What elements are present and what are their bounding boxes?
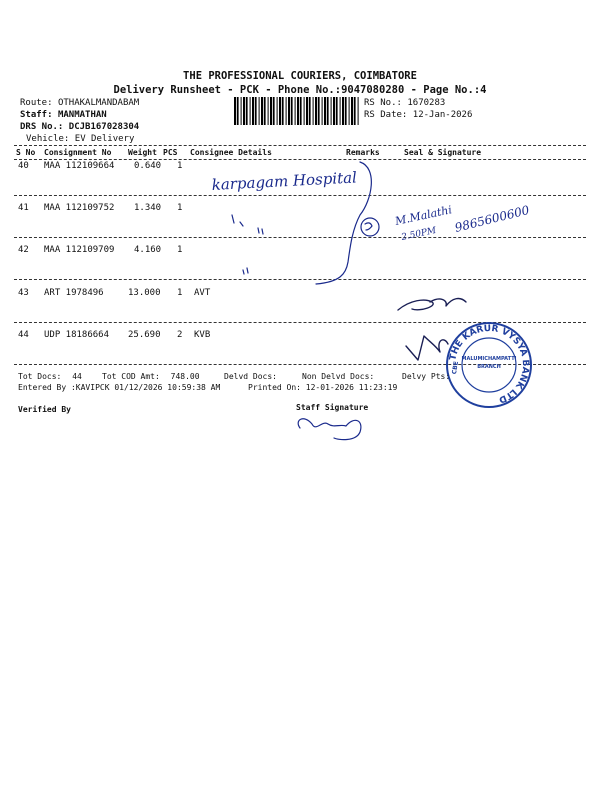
delvd-docs-label: Delvd Docs: xyxy=(224,372,277,381)
col-consignee: Consignee Details xyxy=(190,148,272,157)
verified-by-label: Verified By xyxy=(18,405,71,414)
circled-initial xyxy=(361,218,379,236)
company-title: THE PROFESSIONAL COURIERS, COIMBATORE xyxy=(183,70,417,82)
entered-by: Entered By :KAVIPCK 01/12/2026 10:59:38 AM xyxy=(18,383,221,392)
staff-label: Staff: xyxy=(20,110,53,120)
tot-cod xyxy=(102,372,200,381)
staff-signature-mark xyxy=(298,419,361,440)
row-sno: 42 xyxy=(18,245,29,255)
row-sno: 43 xyxy=(18,288,29,298)
stamp-ring-text: THE KARUR VYSYA BANK LTD xyxy=(448,323,531,405)
row-consignment: MAA 112109664 xyxy=(44,161,115,171)
rs-date-label: RS Date: xyxy=(364,110,408,120)
stamp-branch-label: BRANCH xyxy=(477,364,501,370)
row-pcs: 1 xyxy=(177,203,183,213)
handwritten-receiver-time: 2.50PM xyxy=(400,225,438,243)
rs-date-value: 12-Jan-2026 xyxy=(412,110,473,120)
row-consignee: KVB xyxy=(194,330,211,340)
handwritten-receiver-name: M.Malathi xyxy=(393,203,454,228)
route-label: Route: xyxy=(20,98,53,108)
staff-signature-label: Staff Signature xyxy=(296,403,369,412)
stamp-code: CBE xyxy=(450,360,461,375)
handwritten-receiver-phone: 9865600600 xyxy=(453,202,531,235)
totals-line xyxy=(18,372,82,381)
row-pcs: 1 xyxy=(177,161,183,171)
drs-label: DRS No.: xyxy=(20,122,64,132)
col-weight: Weight xyxy=(128,148,157,157)
row-sno: 40 xyxy=(18,161,29,171)
col-consignment: Consignment No xyxy=(44,148,112,157)
row-consignee: AVT xyxy=(194,288,211,298)
circled-initial-mark xyxy=(365,223,372,230)
drs-value: DCJB167028304 xyxy=(68,122,140,132)
stamp-branch: MALUMICHAMPATTI xyxy=(461,356,517,362)
tot-cod-value: 748.00 xyxy=(170,372,200,381)
signature-row-44 xyxy=(406,336,448,360)
signature-row-43 xyxy=(398,299,466,310)
row-weight: 1.340 xyxy=(134,203,162,213)
row-sno: 44 xyxy=(18,330,29,340)
non-delvd-docs-label: Non Delvd Docs: xyxy=(302,372,375,381)
row-weight: 0.640 xyxy=(134,161,162,171)
handwritten-consignee-note: karpagam Hospital xyxy=(211,168,358,194)
row-weight: 4.160 xyxy=(134,245,162,255)
tot-docs-value: 44 xyxy=(72,372,82,381)
runsheet-subtitle: Delivery Runsheet - PCK - Phone No.:9047080280 - Page No.:4 xyxy=(113,84,487,96)
vehicle-value: EV Delivery xyxy=(74,134,135,144)
tot-docs-label: Tot Docs: xyxy=(18,372,62,381)
col-pcs: PCS xyxy=(163,148,178,157)
row-consignment: MAA 112109709 xyxy=(44,245,115,255)
row-weight: 25.690 xyxy=(128,330,161,340)
bank-stamp xyxy=(444,320,534,410)
row-pcs: 1 xyxy=(177,288,183,298)
row-consignment: UDP 18186664 xyxy=(44,330,110,340)
ink-mark xyxy=(258,228,263,234)
col-remarks: Remarks xyxy=(346,148,380,157)
col-seal-signature: Seal & Signature xyxy=(404,148,482,157)
delvy-pts-label: Delvy Pts: xyxy=(402,372,451,381)
printed-on: Printed On: 12-01-2026 11:23:19 xyxy=(248,383,398,392)
row-pcs: 1 xyxy=(177,245,183,255)
vehicle-label: Vehicle: xyxy=(26,134,70,144)
row-consignment: ART 1978496 xyxy=(44,288,104,298)
staff-value: MANMATHAN xyxy=(57,110,107,120)
row-weight: 13.000 xyxy=(128,288,161,298)
row-consignment: MAA 112109752 xyxy=(44,203,115,213)
rs-no-label: RS No.: xyxy=(364,98,402,108)
row-pcs: 2 xyxy=(177,330,183,340)
ink-mark xyxy=(243,268,248,274)
tot-cod-label: Tot COD Amt: xyxy=(102,372,160,381)
ink-mark xyxy=(232,215,243,226)
rs-no-value: 1670283 xyxy=(407,98,446,108)
route-value: OTHAKALMANDABAM xyxy=(57,98,140,108)
col-sno: S No xyxy=(16,148,36,157)
row-sno: 41 xyxy=(18,203,29,213)
